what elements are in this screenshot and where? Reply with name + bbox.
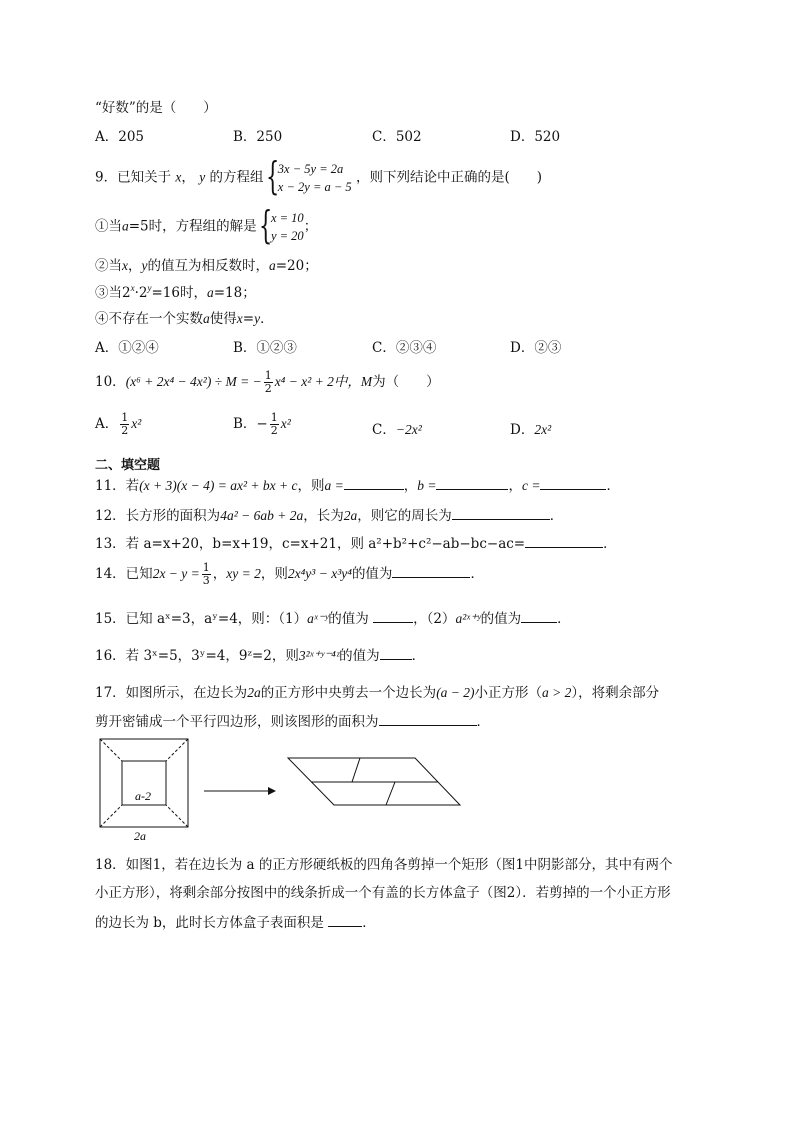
q8-option-c: C．502 [372, 129, 422, 145]
q16: 16．若 3ˣ=5，3ʸ=4，9ᶻ=2，则3²ˣ⁺ʸ⁻⁴ᶻ的值为 ． [95, 648, 426, 664]
q17-line-1: 17．如图所示，在边长为2a的正方形中央剪去一个边长为(a − 2)小正方形（a > 2），将剩余部分 [95, 685, 660, 701]
dashed-line [166, 805, 188, 827]
outer-label: 2a [134, 829, 146, 843]
q9-statement-3: ③当$2^x\cdot 2^y=16$时，a=18； [95, 283, 256, 301]
q9-solution: { x = 10 y = 20 [258, 203, 304, 247]
q8-option-a: A．205 [95, 129, 145, 145]
q13: 13．若 a=x+20，b=x+19，c=x+21，则 a²+b²+c²−ab−bc−ac= ． [95, 536, 617, 552]
outer-square [100, 739, 188, 827]
q10-option-b: B．− $\frac{1}{2}$ x² [233, 411, 291, 437]
q13-blank[interactable] [525, 535, 603, 548]
q8-option-b: B．250 [233, 129, 283, 145]
q18-line-2: 小正方形），将剩余部分按图中的线条折成一个有盖的长方体盒子（图2）．若剪掉的一个小正方形 [95, 885, 671, 901]
q8-option-d: D．520 [510, 129, 561, 145]
q12-blank[interactable] [452, 507, 550, 520]
q11-blank-b[interactable] [436, 477, 508, 490]
q9-option-b: B．①②③ [233, 340, 297, 356]
q17-blank[interactable] [379, 713, 477, 726]
q15-blank-1[interactable] [373, 610, 413, 623]
q18-blank[interactable] [328, 914, 362, 927]
arrow-head-icon [268, 787, 276, 795]
q14: 14．已知2x − y = $\frac{1}{3}$ ，xy = 2，则2x⁴y³ − x³y⁴的值为 ． [95, 561, 484, 587]
q18-line-3: 的边长为 b，此时长方体盒子表面积是 ． [95, 915, 376, 931]
q11-blank-a[interactable] [344, 477, 404, 490]
q17-figure [90, 734, 470, 844]
q11: 11．若(x + 3)(x − 4) = ax² + bx + c，则a = ，b = ，c = ． [95, 478, 620, 494]
q10-stem: 10．(x⁶ + 2x⁴ − 4x²) ÷ M = − $\frac{1}{2}$ x⁴ − x² + 2中，M为（ ） [95, 369, 440, 395]
q8-stem: “好数”的是（ ） [95, 100, 217, 116]
q16-blank[interactable] [380, 647, 412, 660]
q9-stem: 9．已知关于 x， y 的方程组 { 3x − 5y = 2a x − 2y = a − 5 ，则下列结论中正确的是( ) [95, 154, 543, 198]
q18-line-1: 18．如图1，若在边长为 a 的正方形硬纸板的四角各剪掉一个矩形（图1中阴影部分，其中有两个 [95, 857, 673, 873]
q10-option-c: C．−2x² [372, 422, 422, 438]
parallelogram-cut [386, 782, 395, 805]
q15-blank-2[interactable] [521, 610, 557, 623]
q9-option-a: A．①②④ [95, 340, 159, 356]
dashed-line [166, 739, 188, 761]
q9-statement-2: ②当x，y的值互为相反数时，a=20； [95, 258, 318, 274]
q10-option-a: A． $\frac{1}{2}$ x² [95, 411, 142, 437]
q17-line-2: 剪开密铺成一个平行四边形，则该图形的面积为 ． [95, 714, 490, 730]
q9-option-d: D．②③ [510, 340, 562, 356]
inner-label: a-2 [135, 789, 151, 803]
q14-blank[interactable] [392, 565, 470, 578]
dashed-line [100, 805, 122, 827]
q10-option-d: D．2x² [510, 422, 552, 438]
q9-statement-1: ①当a=5时，方程组的解是 { x = 10 y = 20 ； [95, 203, 318, 247]
parallelogram-cut [352, 758, 360, 782]
q11-blank-c[interactable] [540, 477, 606, 490]
q9-option-c: C．②③④ [372, 340, 437, 356]
section-title-fill-in: 二、填空题 [95, 458, 161, 473]
q12: 12．长方形的面积为4a² − 6ab + 2a，长为2a，则它的周长为 ． [95, 508, 564, 524]
q9-statement-4: ④不存在一个实数a使得x=y． [95, 311, 274, 327]
dashed-line [100, 739, 122, 761]
q15: 15．已知 aˣ=3，aʸ=4，则：（1）aˣ⁻ʸ的值为 ，（2）a²ˣ⁺ʸ的值为 ． [95, 611, 571, 627]
q9-system: { 3x − 5y = 2a x − 2y = a − 5 [265, 154, 352, 198]
